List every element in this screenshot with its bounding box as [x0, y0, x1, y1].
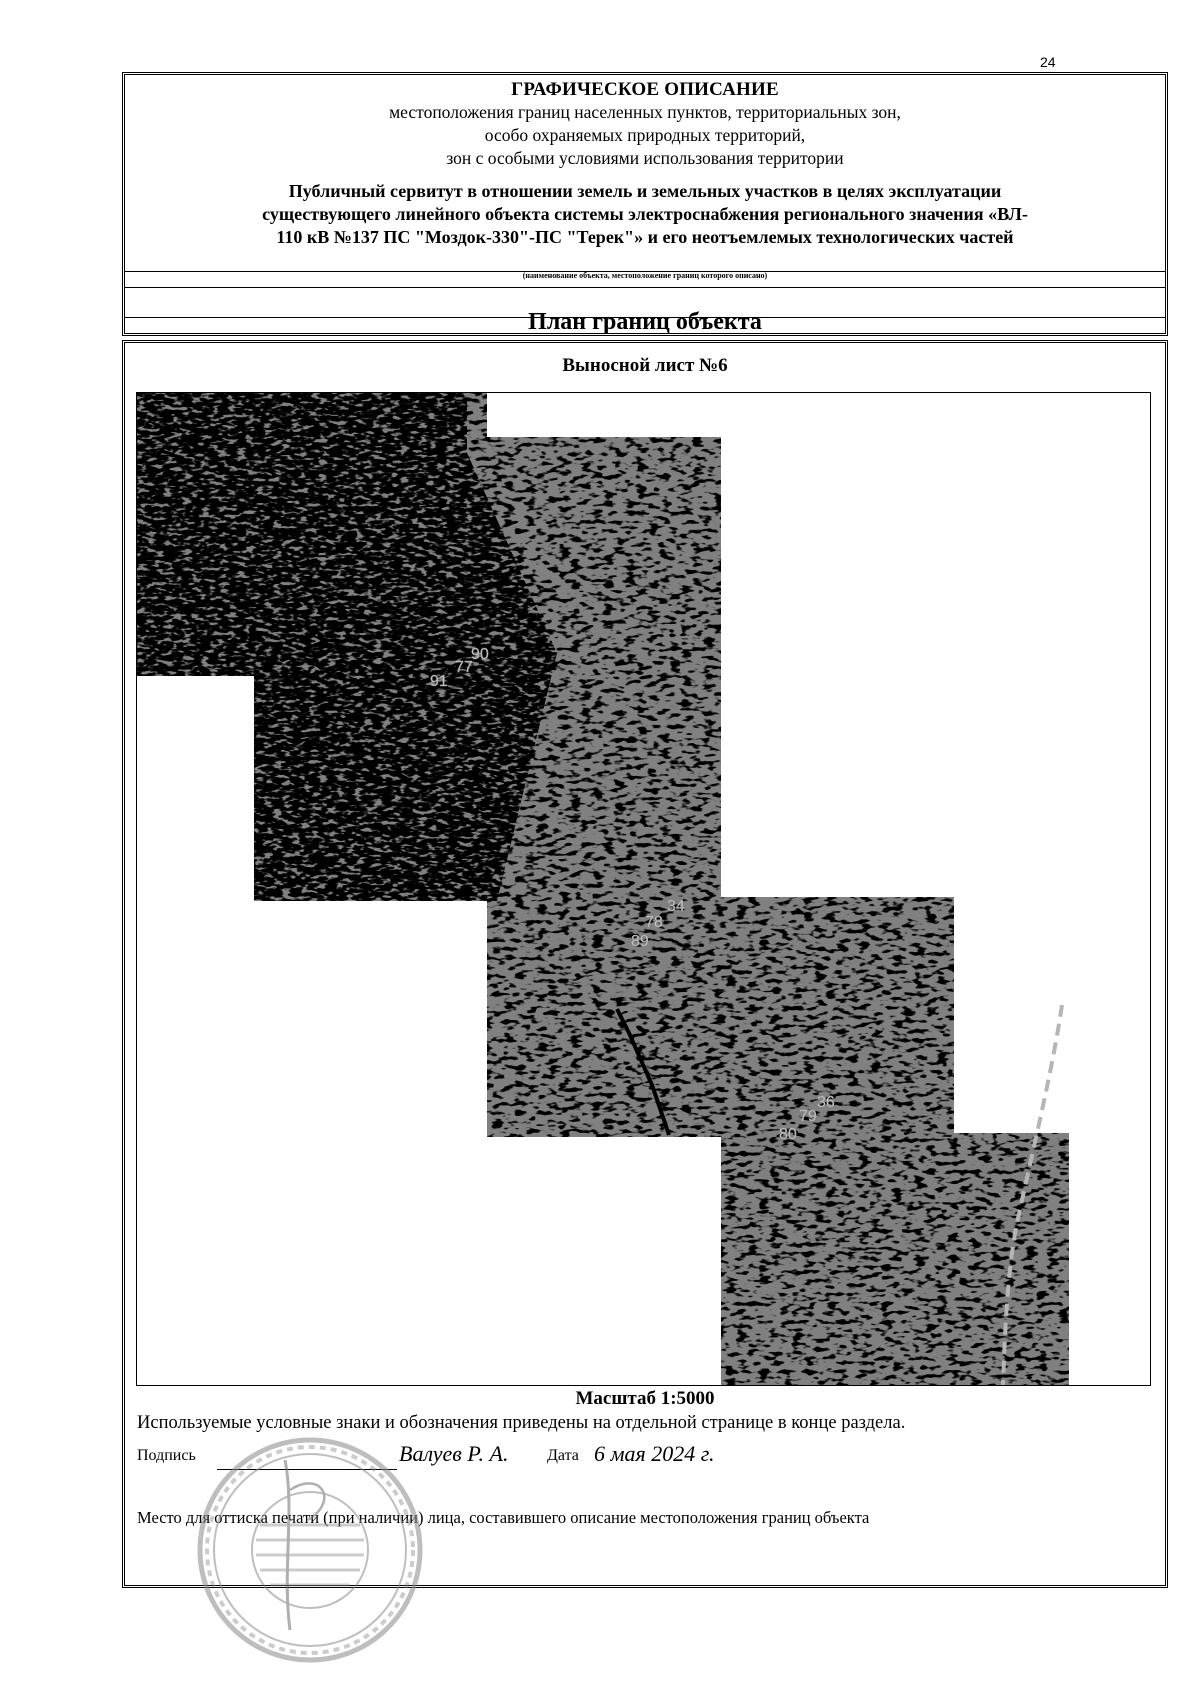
- document-title: ГРАФИЧЕСКОЕ ОПИСАНИЕ: [511, 79, 779, 100]
- point-label-77: 77: [455, 659, 473, 676]
- subtitle-line-3: зон с особыми условиями использования территории: [446, 148, 844, 168]
- signature-row: [137, 1441, 715, 1466]
- object-name: [125, 180, 1165, 249]
- point-label-36: 36: [817, 1094, 835, 1111]
- object-line-3: 110 кВ №137 ПС "Моздок-330"-ПС "Терек"» и его неотъемлемых технологических частей: [276, 227, 1014, 247]
- point-label-91: 91: [430, 673, 448, 690]
- stamp-note: Место для оттиска печати (при наличии) лица, составившего описание местоположения границ объекта: [137, 1508, 870, 1527]
- object-caption: (наименование объекта, местоположение границ которого описано): [125, 271, 1165, 288]
- page-number: 24: [1040, 54, 1056, 70]
- map-scale: Масштаб 1:5000: [575, 1388, 715, 1409]
- point-label-79: 79: [799, 1108, 817, 1125]
- point-label-90: 90: [471, 646, 489, 663]
- signature-label: Подпись: [137, 1447, 196, 1464]
- subtitle-line-2: особо охраняемых природных территорий,: [484, 125, 806, 145]
- object-line-2: существующего линейного объекта системы электроснабжения регионального значения «ВЛ-: [262, 204, 1028, 224]
- point-label-78: 78: [645, 914, 663, 931]
- sheet-title: Выносной лист №6: [562, 355, 728, 376]
- map-area: [136, 392, 1151, 1386]
- legend-note: Используемые условные знаки и обозначения приведены на отдельной странице в конце раздела.: [137, 1413, 906, 1433]
- date-value: 6 мая 2024 г.: [594, 1441, 715, 1466]
- date-label: Дата: [547, 1447, 579, 1464]
- object-line-1: Публичный сервитут в отношении земель и земельных участков в целях эксплуатации: [288, 181, 1002, 201]
- plan-title: План границ объекта: [528, 309, 762, 335]
- subtitle-line-1: местоположения границ населенных пунктов, территориальных зон,: [389, 102, 901, 122]
- map-canvas: [137, 393, 1150, 1385]
- point-label-34: 34: [667, 898, 685, 915]
- seal-stamp: [190, 1430, 430, 1670]
- header-frame: [122, 72, 1168, 336]
- point-label-80: 80: [779, 1126, 797, 1143]
- signer-name: Валуев Р. А.: [399, 1441, 509, 1466]
- header-block: [125, 75, 1165, 272]
- point-label-89: 89: [631, 933, 649, 950]
